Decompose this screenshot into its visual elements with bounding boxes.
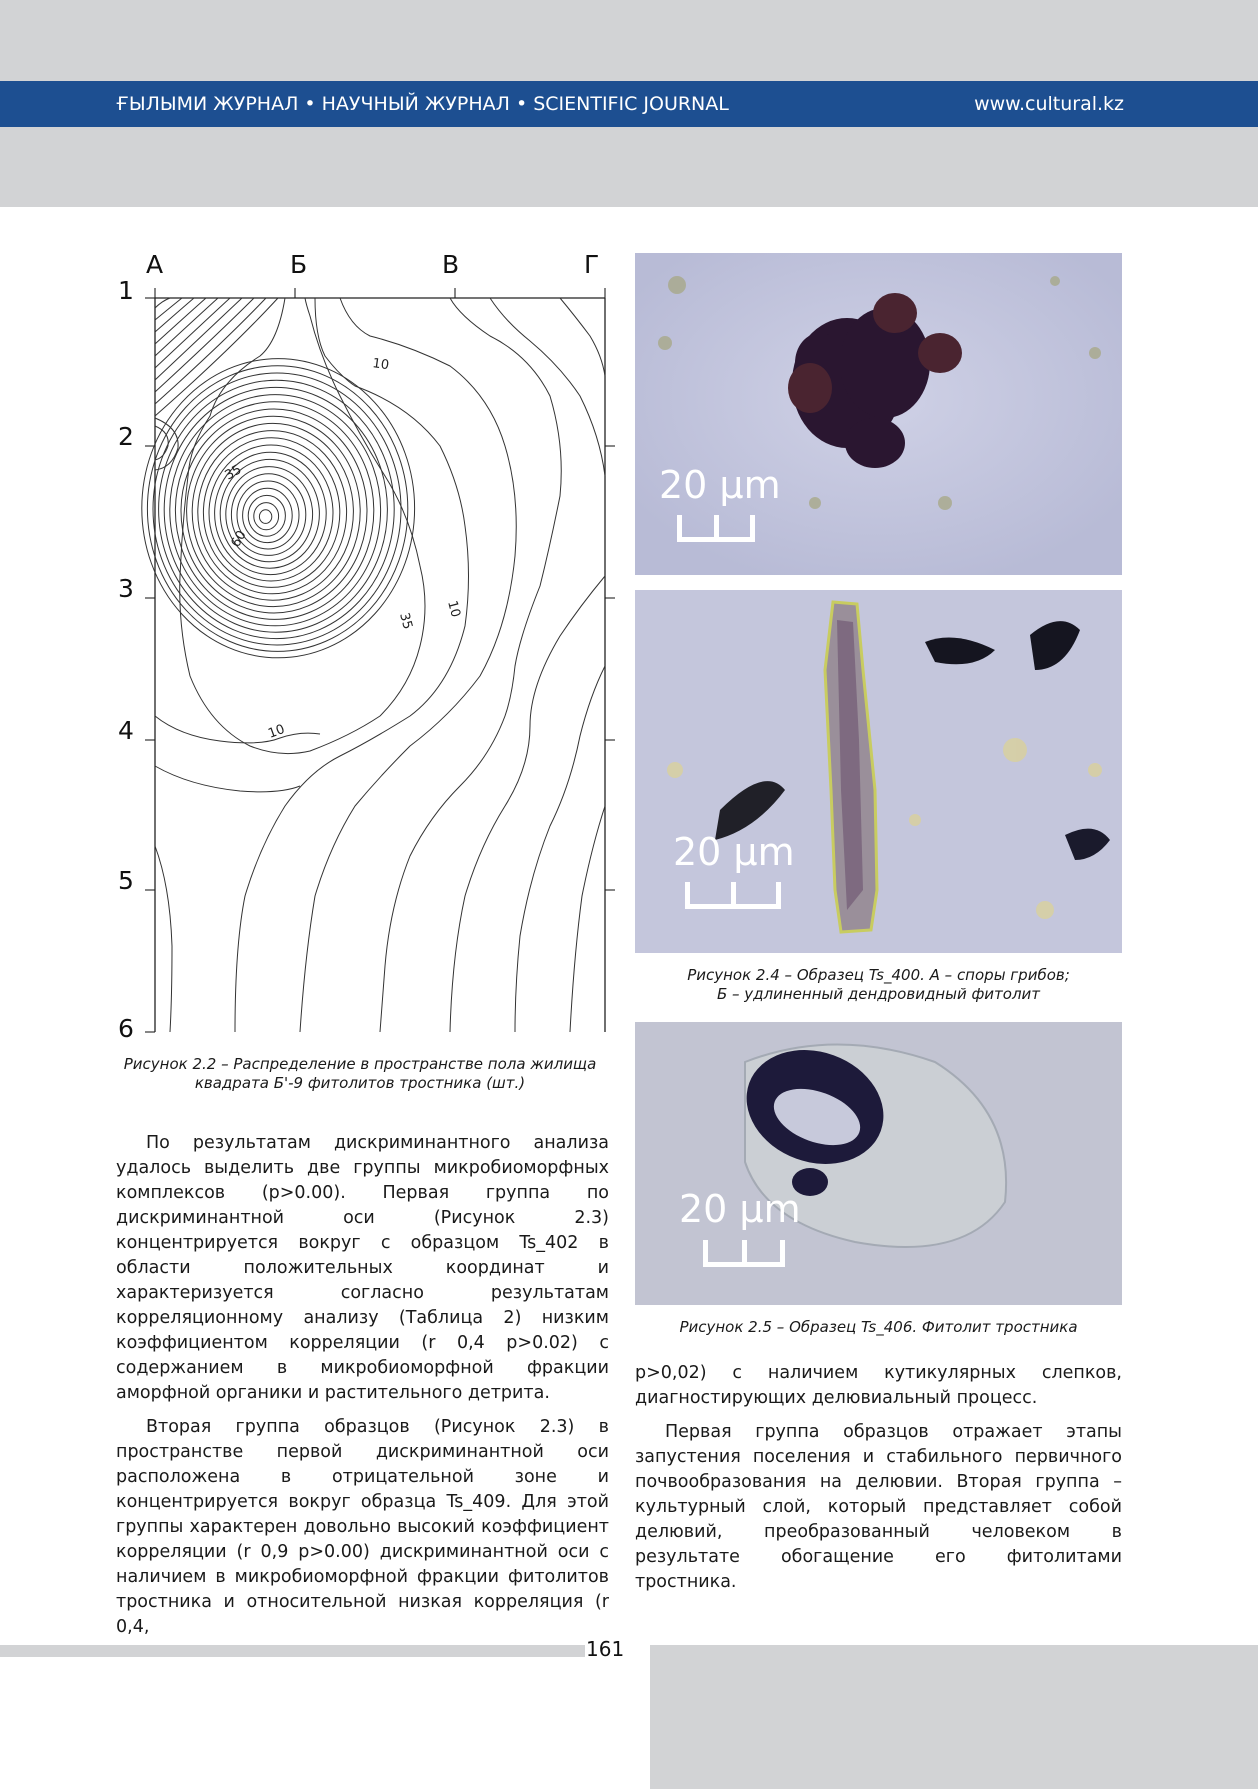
micrograph-reed-phytolith [635,1022,1122,1305]
contour-ring [170,395,381,626]
map-row-label: 5 [118,866,134,895]
micrograph-dendritic-phytolith [635,590,1122,953]
map-row-label: 1 [118,276,134,305]
scale-bar [703,1240,785,1267]
contour-label: 60 [228,528,250,550]
scale-label: 20 μm [659,463,781,507]
scale-bar [677,515,755,542]
journal-website: www.cultural.kz [974,93,1124,115]
contour-ring [259,510,271,524]
contour-ring [175,402,373,620]
contour-label: 35 [396,611,415,632]
map-row-label: 4 [118,716,134,745]
scale-label: 20 μm [679,1187,801,1231]
contour-map [110,246,620,1046]
contour-label: 10 [266,722,287,742]
contour-label: 10 [444,599,463,620]
journal-header-bar [0,81,1258,127]
map-column-label: Г [584,250,600,279]
scale-bar [685,882,781,909]
page-number: 161 [586,1637,625,1661]
micrograph-fungal-spores [635,253,1122,575]
figure-2-5-caption: Рисунок 2.5 – Образец Ts_406. Фитолит тростника [679,1318,1078,1336]
contour-ring [192,423,353,600]
paragraph: Вторая группа образцов (Рисунок 2.3) в пространстве первой дискриминантной оси расположена в отрицательной зоне и концентрируется вокруг образца Ts_409. Для этой группы характерен довольно высокий коэффициент корреляции (r 0,9 p>0.00) дискриминантной оси с наличием в микробиоморфной фракции фитолитов тростника и относительной низкая корреляция (r 0,4, [116,1417,609,1637]
contour-ring [254,503,279,530]
map-column-label: А [146,250,164,279]
contour-label: 35 [222,462,245,484]
paragraph: p>0,02) с наличием кутикулярных слепков, диагностирующих делювиальный процесс. [635,1363,1122,1408]
paragraph: Первая группа образцов отражает этапы запустения поселения и стабильного первичного почвообразования на делювии. Вторая группа – культурный слой, который представляет собой делювий, преобразованный человеком в результате обогащение его фитолитами тростника. [635,1422,1122,1592]
body-text-left-column [116,1131,609,1640]
journal-title: ҒЫЛЫМИ ЖУРНАЛ • НАУЧНЫЙ ЖУРНАЛ • SCIENTIFIC JOURNAL [116,93,729,115]
map-row-label: 2 [118,422,134,451]
map-column-label: В [442,250,460,279]
scale-label: 20 μm [673,830,795,874]
figure-2-2-caption: Рисунок 2.2 – Распределение в пространстве пола жилища квадрата Б'-9 фитолитов тростника (шт.) [123,1055,597,1092]
body-text-right-column [635,1361,1122,1595]
map-column-label: Б [290,250,308,279]
contour-label: 10 [371,356,390,374]
contour-lines [110,246,620,1046]
map-row-label: 6 [118,1014,134,1043]
map-row-label: 3 [118,574,134,603]
footer-rule [0,1645,585,1657]
figure-2-4-caption: Рисунок 2.4 – Образец Ts_400. А – споры грибов; Б – удлиненный дендровидный фитолит [687,966,1070,1003]
footer-gray-block [650,1645,1258,1789]
paragraph: По результатам дискриминантного анализа удалось выделить две группы микробиоморфных комплексов (p>0.00). Первая группа по дискриминантной оси (Рисунок 2.3) концентрируется вокруг с образцом Ts_402 в области положительных координат и характеризуется согласно результатам корреляционному анализу (Таблица 2) низким коэффициентом корреляции (r 0,4 p>0.02) с содержанием в микробиоморфной фракции аморфной органики и растительного детрита. [116,1133,609,1403]
contour-ring [243,488,293,542]
